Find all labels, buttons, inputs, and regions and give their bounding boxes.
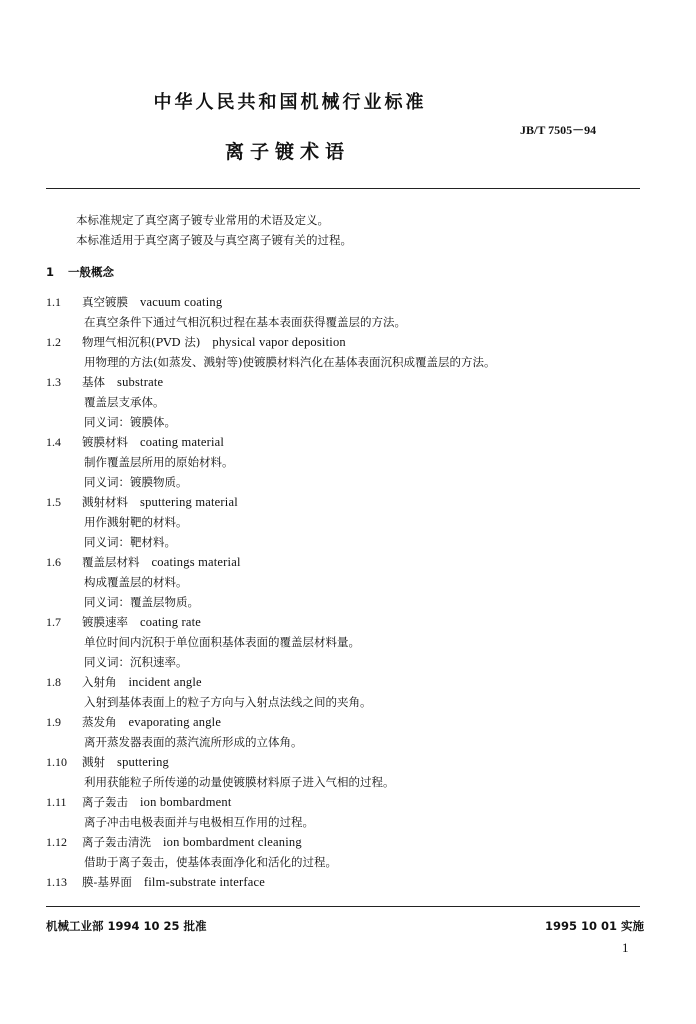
term-number: 1.9 <box>46 715 61 729</box>
section-number: 1 <box>46 265 55 279</box>
term-entry <box>46 332 346 352</box>
term-english: physical vapor deposition <box>212 335 346 349</box>
footer-rule <box>46 906 640 907</box>
term-number: 1.10 <box>46 755 67 769</box>
page-header-title: 中华人民共和国机械行业标准 <box>153 92 427 113</box>
term-entry <box>46 492 238 512</box>
term-chinese: 覆盖层材料 <box>82 555 140 569</box>
term-chinese: 离子轰击清洗 <box>82 835 151 849</box>
term-english: ion bombardment <box>140 795 232 809</box>
term-english: coating material <box>140 435 225 449</box>
page-number: 1 <box>622 940 629 955</box>
term-number: 1.8 <box>46 675 61 689</box>
term-number: 1.6 <box>46 555 61 569</box>
term-chinese: 真空镀膜 <box>82 295 128 309</box>
term-chinese: 物理气相沉积(PVD 法) <box>82 335 201 349</box>
term-number: 1.4 <box>46 435 61 449</box>
term-definition: 同义词：靶材料。 <box>84 535 176 549</box>
term-number: 1.11 <box>46 795 67 809</box>
term-english: ion bombardment cleaning <box>163 835 302 849</box>
term-entry <box>46 432 224 452</box>
term-english: coating rate <box>140 615 202 629</box>
term-definition: 离开蒸发器表面的蒸汽流所形成的立体角。 <box>84 735 303 749</box>
term-definition: 用作溅射靶的材料。 <box>84 515 188 529</box>
term-number: 1.2 <box>46 335 61 349</box>
term-chinese: 镀膜材料 <box>82 435 128 449</box>
term-definition: 制作覆盖层所用的原始材料。 <box>84 455 234 469</box>
term-chinese: 离子轰击 <box>82 795 128 809</box>
term-entry <box>46 292 222 312</box>
term-definition: 入射到基体表面上的粒子方向与入射点法线之间的夹角。 <box>84 695 372 709</box>
approval-date: 机械工业部 1994 10 25 批准 <box>46 919 207 933</box>
term-entry <box>46 712 221 732</box>
term-chinese: 溅射材料 <box>82 495 128 509</box>
term-english: evaporating angle <box>128 715 222 729</box>
term-entry <box>46 552 241 572</box>
section-heading <box>46 262 114 282</box>
document-title: 离子镀术语 <box>224 141 350 163</box>
term-definition: 同义词：镀膜体。 <box>84 415 176 429</box>
term-english: substrate <box>117 375 164 389</box>
term-definition: 在真空条件下通过气相沉积过程在基本表面获得覆盖层的方法。 <box>84 315 406 329</box>
term-chinese: 基体 <box>82 375 105 389</box>
term-chinese: 蒸发角 <box>82 715 117 729</box>
term-number: 1.5 <box>46 495 61 509</box>
term-definition: 离子冲击电极表面并与电极相互作用的过程。 <box>84 815 314 829</box>
term-english: film-substrate interface <box>143 875 265 889</box>
term-chinese: 镀膜速率 <box>82 615 128 629</box>
standard-number: JB/T 7505－94 <box>520 123 597 137</box>
term-entry <box>46 872 265 892</box>
term-english: incident angle <box>128 675 202 689</box>
term-chinese: 溅射 <box>82 755 105 769</box>
term-english: sputtering <box>117 755 169 769</box>
term-english: vacuum coating <box>140 295 223 309</box>
term-number: 1.13 <box>46 875 67 889</box>
section-title: 一般概念 <box>68 265 114 279</box>
term-definition: 覆盖层支承体。 <box>84 395 165 409</box>
term-definition: 用物理的方法(如蒸发、溅射等)使镀膜材料汽化在基体表面沉积成覆盖层的方法。 <box>84 355 496 369</box>
term-number: 1.3 <box>46 375 61 389</box>
term-definition: 单位时间内沉积于单位面积基体表面的覆盖层材料量。 <box>84 635 360 649</box>
term-entry <box>46 792 232 812</box>
implementation-date: 1995 10 01 实施 <box>545 919 645 933</box>
term-definition: 同义词：镀膜物质。 <box>84 475 188 489</box>
term-entry <box>46 372 163 392</box>
term-definition: 构成覆盖层的材料。 <box>84 575 188 589</box>
term-entry <box>46 832 302 852</box>
term-definition: 利用获能粒子所传递的动量使镀膜材料原子进入气相的过程。 <box>84 775 395 789</box>
term-chinese: 入射角 <box>82 675 117 689</box>
term-english: sputtering material <box>140 495 238 509</box>
intro-paragraph: 本标准规定了真空离子镀专业常用的术语及定义。 <box>76 213 329 227</box>
term-english: coatings material <box>151 555 241 569</box>
header-rule <box>46 188 640 189</box>
term-number: 1.12 <box>46 835 67 849</box>
term-entry <box>46 612 201 632</box>
term-chinese: 膜-基界面 <box>82 875 132 889</box>
term-definition: 同义词：沉积速率。 <box>84 655 188 669</box>
term-definition: 同义词：覆盖层物质。 <box>84 595 199 609</box>
term-number: 1.1 <box>46 295 61 309</box>
term-entry <box>46 752 169 772</box>
term-number: 1.7 <box>46 615 61 629</box>
intro-paragraph: 本标准适用于真空离子镀及与真空离子镀有关的过程。 <box>76 233 352 247</box>
term-definition: 借助于离子轰击，使基体表面净化和活化的过程。 <box>84 855 337 869</box>
term-entry <box>46 672 202 692</box>
